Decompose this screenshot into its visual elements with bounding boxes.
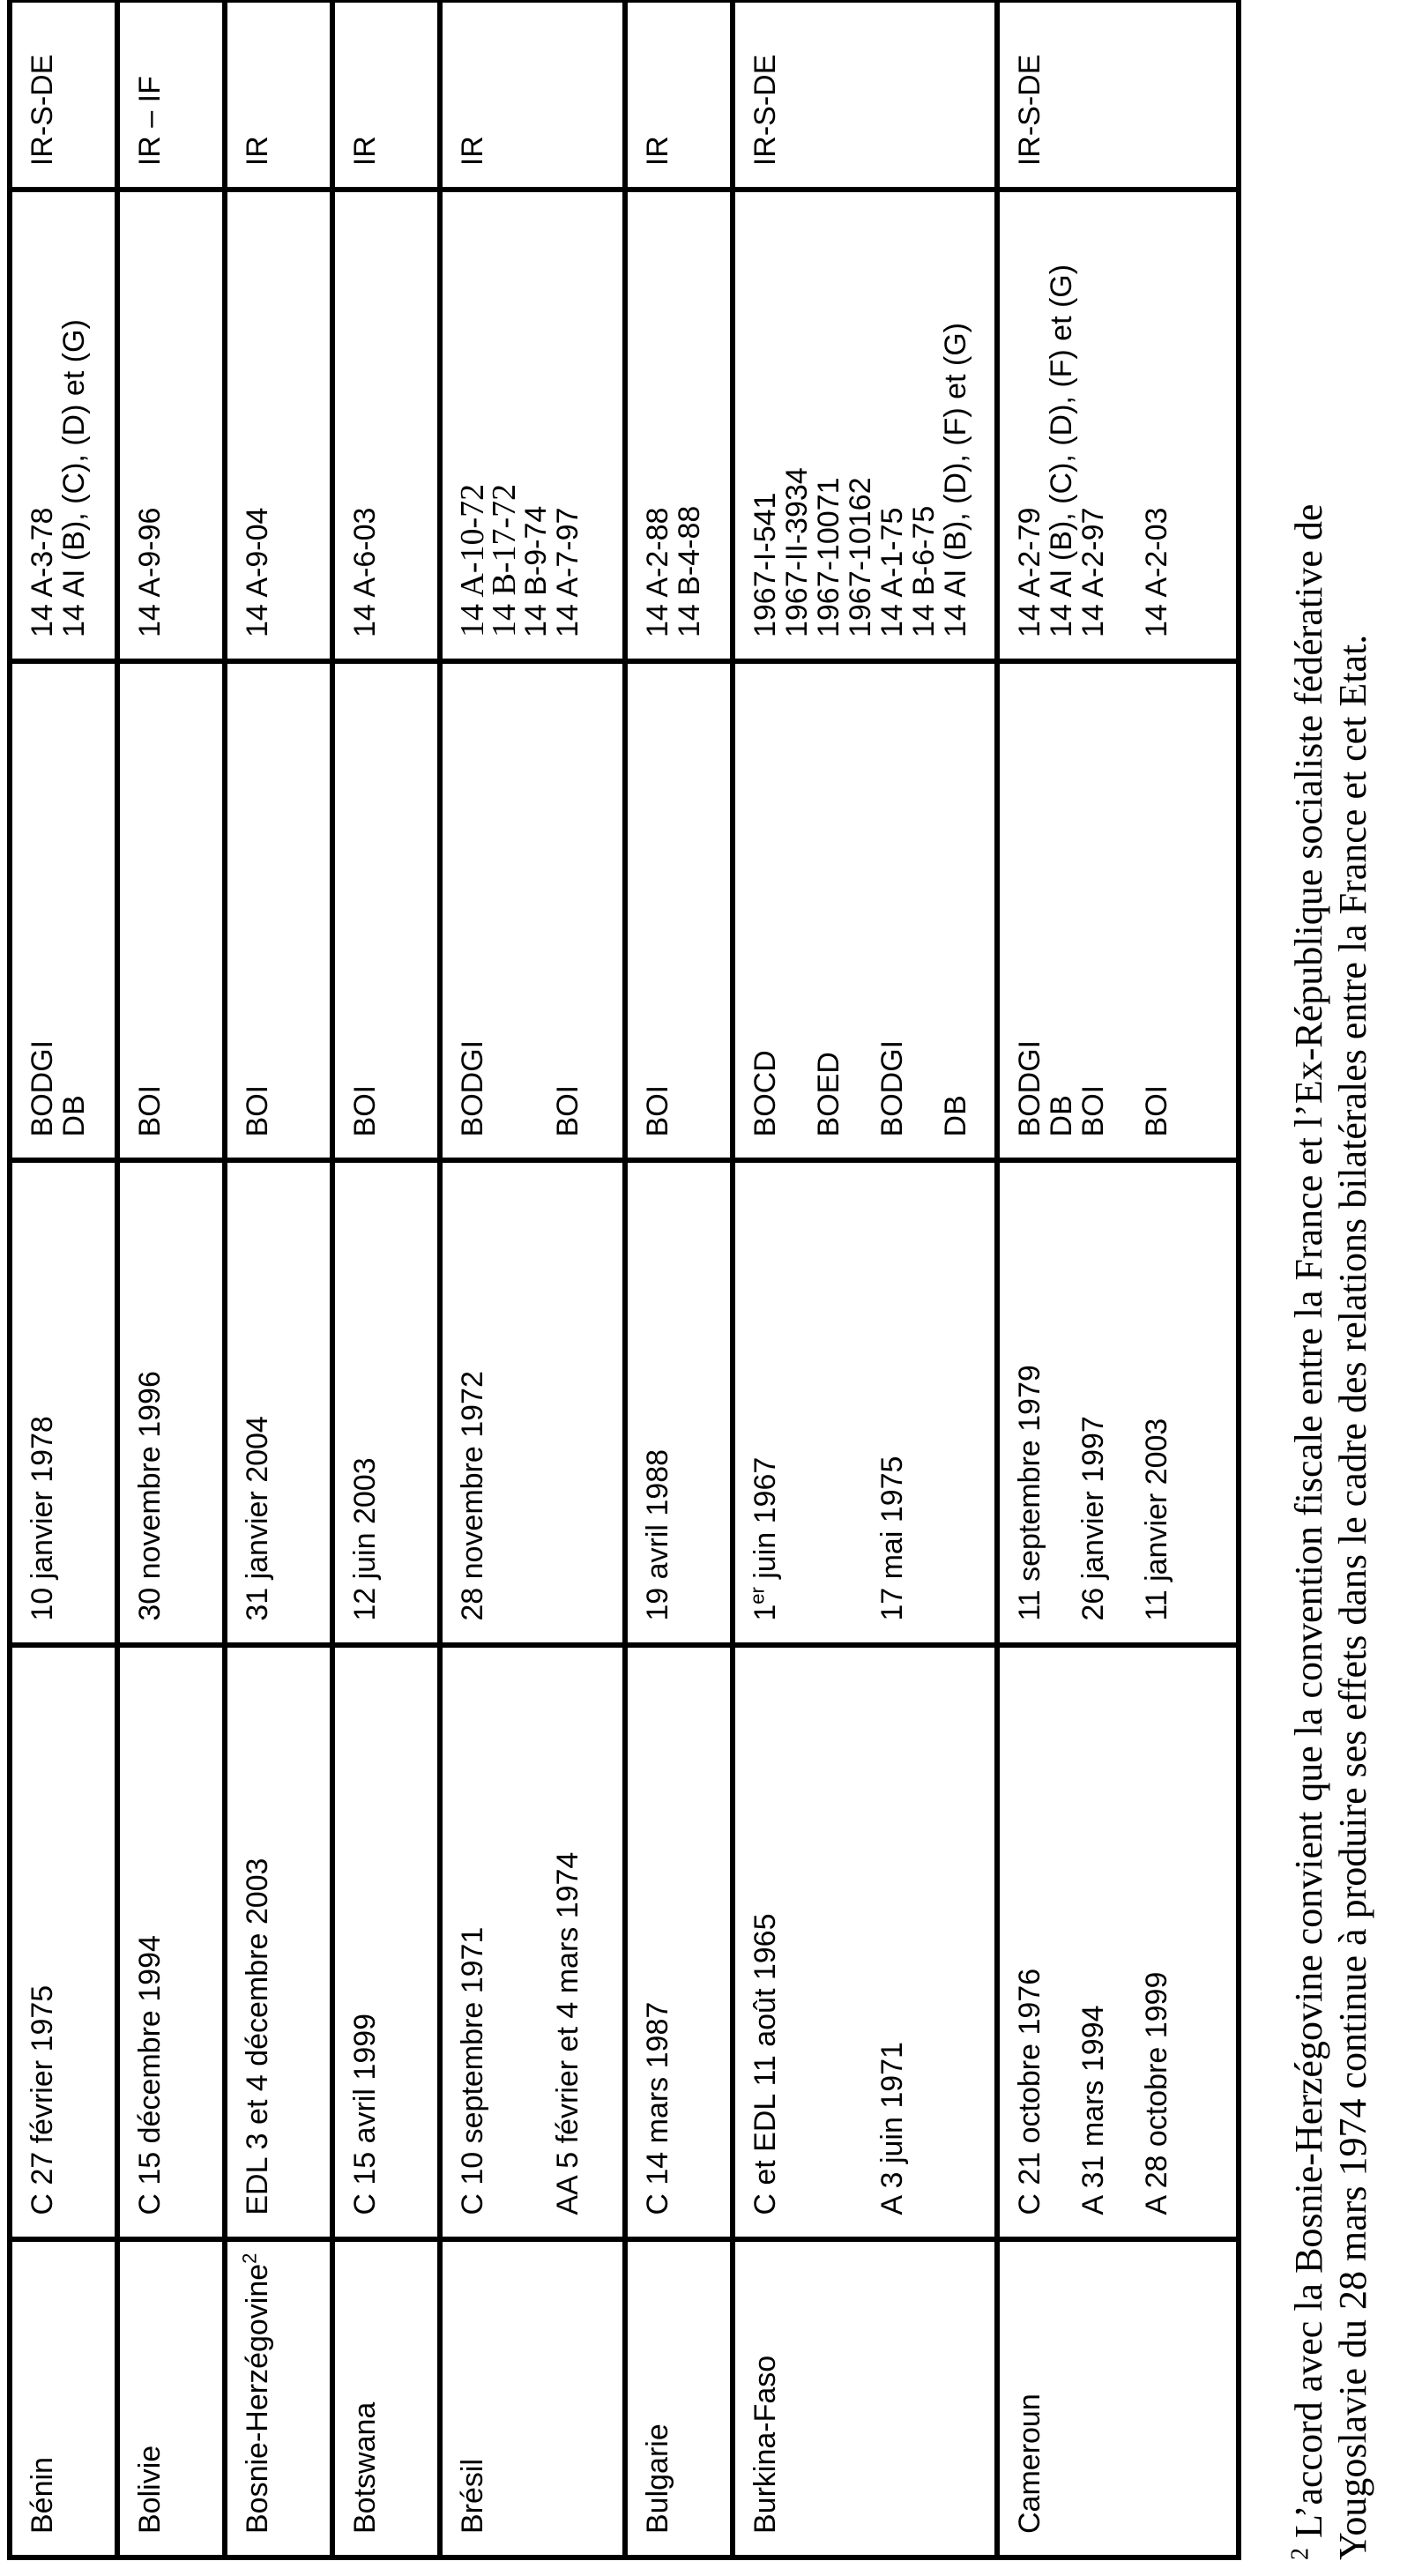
publication-cell: BOCD BOED BODGI DB bbox=[733, 661, 997, 1160]
tax-cell: IR-S-DE bbox=[10, 0, 117, 190]
publication-cell: BOI bbox=[625, 661, 733, 1160]
table-row bbox=[225, 0, 332, 2557]
date-cell: 28 novembre 1972 bbox=[440, 1160, 625, 1644]
publication-cell: BODGI DB BOI BOI bbox=[997, 661, 1239, 1160]
reference-cell: 14 A-2-88 14 B-4-88 bbox=[625, 190, 733, 661]
tax-cell: IR bbox=[440, 0, 625, 190]
date-cell: 30 novembre 1996 bbox=[117, 1160, 225, 1644]
instrument-cell: C et EDL 11 août 1965 A 3 juin 1971 bbox=[733, 1645, 997, 2239]
instrument-cell: EDL 3 et 4 décembre 2003 bbox=[225, 1645, 332, 2239]
tax-conventions-table bbox=[7, 0, 1241, 2560]
tax-cell: IR – IF bbox=[117, 0, 225, 190]
country-cell: Bénin bbox=[10, 2239, 117, 2557]
country-cell: Bolivie bbox=[117, 2239, 225, 2557]
instrument-cell: C 21 octobre 1976 A 31 mars 1994 A 28 octobre 1999 bbox=[997, 1645, 1239, 2239]
country-cell: Cameroun bbox=[997, 2239, 1239, 2557]
reference-cell: 14 A-2-79 14 AI (B), (C), (D), (F) et (G) 14 A-2-97 14 A-2-03 bbox=[997, 190, 1239, 661]
footnote-line-1: L’accord avec la Bosnie-Herzégovine convient que la convention fiscale entre la France et l’Ex-République socialiste fédérative de bbox=[1287, 503, 1330, 2548]
table-row bbox=[10, 0, 117, 2557]
date-cell: 19 avril 1988 bbox=[625, 1160, 733, 1644]
footnote bbox=[1287, 39, 1375, 2560]
publication-cell: BODGI DB bbox=[10, 661, 117, 1160]
instrument-cell: C 10 septembre 1971 AA 5 février et 4 mars 1974 bbox=[440, 1645, 625, 2239]
table-row bbox=[997, 0, 1239, 2557]
tax-cell: IR bbox=[332, 0, 440, 190]
country-cell: Burkina-Faso bbox=[733, 2239, 997, 2557]
table-row bbox=[117, 0, 225, 2557]
date-cell: 1er juin 1967 17 mai 1975 bbox=[733, 1160, 997, 1644]
country-cell: Bulgarie bbox=[625, 2239, 733, 2557]
country-cell: Bosnie-Herzégovine$^2$ bbox=[225, 2239, 332, 2557]
tax-cell: IR bbox=[225, 0, 332, 190]
reference-cell: 14 A-9-04 bbox=[225, 190, 332, 661]
instrument-cell: C 27 février 1975 bbox=[10, 1645, 117, 2239]
tax-cell: IR-S-DE bbox=[997, 0, 1239, 190]
date-cell: 31 janvier 2004 bbox=[225, 1160, 332, 1644]
country-cell: Botswana bbox=[332, 2239, 440, 2557]
instrument-cell: C 15 décembre 1994 bbox=[117, 1645, 225, 2239]
footnote-number: 2 bbox=[1286, 2548, 1314, 2560]
table-row bbox=[625, 0, 733, 2557]
publication-cell: BOI bbox=[117, 661, 225, 1160]
reference-cell: 14 A-9-96 bbox=[117, 190, 225, 661]
publication-cell: BOI bbox=[225, 661, 332, 1160]
publication-cell: BODGI BOI bbox=[440, 661, 625, 1160]
footnote-line-2: Yougoslavie du 28 mars 1974 continue à produire ses effets dans le cadre des relations bilatérales entre la France et cet Etat. bbox=[1331, 634, 1374, 2560]
country-cell: Brésil bbox=[440, 2239, 625, 2557]
table-row bbox=[332, 0, 440, 2557]
reference-cell: 14 A-6-03 bbox=[332, 190, 440, 661]
date-cell: 11 septembre 1979 26 janvier 1997 11 janvier 2003 bbox=[997, 1160, 1239, 1644]
tax-cell: IR bbox=[625, 0, 733, 190]
instrument-cell: C 14 mars 1987 bbox=[625, 1645, 733, 2239]
publication-cell: BOI bbox=[332, 661, 440, 1160]
tax-cell: IR-S-DE bbox=[733, 0, 997, 190]
table-row bbox=[440, 0, 625, 2557]
footnote-ref: 2 bbox=[238, 2252, 261, 2264]
reference-cell: 1967-I-541 1967-II-3934 1967-10071 1967-10162 14 A-1-75 14 B-6-75 14 AI (B), (D), (F) et (G) bbox=[733, 190, 997, 661]
date-cell: 10 janvier 1978 bbox=[10, 1160, 117, 1644]
date-cell: 12 juin 2003 bbox=[332, 1160, 440, 1644]
instrument-cell: C 15 avril 1999 bbox=[332, 1645, 440, 2239]
table-row bbox=[733, 0, 997, 2557]
reference-cell: 14 A-3-78 14 AI (B), (C), (D) et (G) bbox=[10, 190, 117, 661]
reference-cell: 14 A-10-72 14 B-17-72 14 B-9-74 14 A-7-97 bbox=[440, 190, 625, 661]
